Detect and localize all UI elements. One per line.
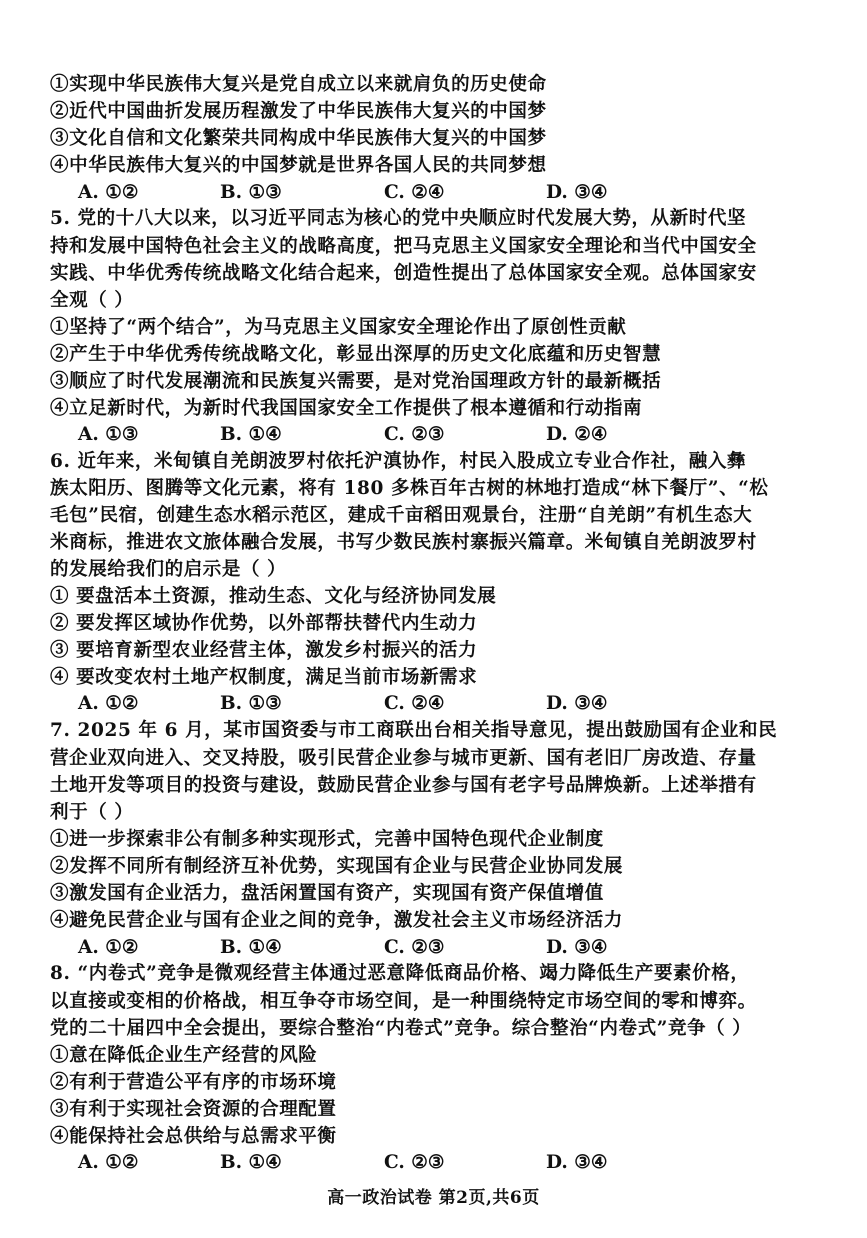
- choice-d: D. ③④: [546, 182, 608, 203]
- choice-a: A. ①③: [78, 424, 139, 445]
- q8-option-3: ③有利于实现社会资源的合理配置: [50, 1099, 337, 1120]
- q8-stem-1: 8. “内卷式”竞争是微观经营主体通过恶意降低商品价格、竭力降低生产要素价格，: [50, 963, 750, 984]
- q5-choices: [78, 424, 778, 446]
- choice-d: D. ③④: [546, 937, 608, 958]
- q6-choices: [78, 693, 778, 715]
- q8-stem-2: 以直接或变相的价格战，相互争夺市场空间，是一种围绕特定市场空间的零和博弈。: [50, 991, 757, 1012]
- choice-a: A. ①②: [78, 693, 139, 714]
- choice-d: D. ②④: [546, 424, 608, 445]
- q7-choices: [78, 937, 778, 959]
- choice-c: C. ②③: [384, 937, 445, 958]
- choice-b: B. ①④: [220, 424, 282, 445]
- q6-stem-1: 6. 近年来，米甸镇自羌朗波罗村依托沪滇协作，村民入股成立专业合作社，融入彝: [50, 451, 747, 472]
- q5-option-2: ②产生于中华优秀传统战略文化，彰显出深厚的历史文化底蕴和历史智慧: [50, 344, 662, 365]
- q6-stem-5: 的发展给我们的启示是（ ）: [50, 559, 287, 580]
- q5-option-1: ①坚持了“两个结合”，为马克思主义国家安全理论作出了原创性贡献: [50, 317, 627, 338]
- choice-a: A. ①②: [78, 1152, 139, 1173]
- q5-stem-1: 5. 党的十八大以来，以习近平同志为核心的党中央顺应时代发展大势，从新时代坚: [50, 208, 747, 229]
- q4-option-2: ②近代中国曲折发展历程激发了中华民族伟大复兴的中国梦: [50, 101, 547, 122]
- q6-stem-3: 毛包”民宿，创建生态水稻示范区，建成千亩稻田观景台，注册“自羌朗”有机生态大: [50, 505, 753, 526]
- q4-option-3: ③文化自信和文化繁荣共同构成中华民族伟大复兴的中国梦: [50, 128, 547, 149]
- q6-option-4: ④ 要改变农村土地产权制度，满足当前市场新需求: [50, 667, 478, 688]
- choice-b: B. ①③: [220, 182, 282, 203]
- q8-option-4: ④能保持社会总供给与总需求平衡: [50, 1126, 337, 1147]
- q5-stem-4: 全观（ ）: [50, 290, 134, 311]
- q4-option-1: ①实现中华民族伟大复兴是党自成立以来就肩负的历史使命: [50, 74, 547, 95]
- q7-option-2: ②发挥不同所有制经济互补优势，实现国有企业与民营企业协同发展: [50, 856, 624, 877]
- choice-d: D. ③④: [546, 1152, 608, 1173]
- q7-stem-4: 利于（ ）: [50, 802, 134, 823]
- q5-option-4: ④立足新时代，为新时代我国国家安全工作提供了根本遵循和行动指南: [50, 398, 643, 419]
- q8-choices: [78, 1152, 778, 1174]
- choice-b: B. ①③: [220, 693, 282, 714]
- q8-stem-3: 党的二十届四中全会提出，要综合整治“内卷式”竞争。综合整治“内卷式”竞争（ ）: [50, 1018, 752, 1039]
- choice-c: C. ②④: [384, 182, 445, 203]
- choice-d: D. ③④: [546, 693, 608, 714]
- q5-stem-3: 实践、中华优秀传统战略文化结合起来，创造性提出了总体国家安全观。总体国家安: [50, 263, 757, 284]
- q5-stem-2: 持和发展中国特色社会主义的战略高度，把马克思主义国家安全理论和当代中国安全: [50, 236, 757, 257]
- q8-option-1: ①意在降低企业生产经营的风险: [50, 1045, 318, 1066]
- choice-b: B. ①④: [220, 937, 282, 958]
- q6-stem-2: 族太阳历、图腾等文化元素，将有 180 多株百年古树的林地打造成“林下餐厅”、“松: [50, 478, 769, 499]
- q7-option-3: ③激发国有企业活力，盘活闲置国有资产，实现国有资产保值增值: [50, 883, 604, 904]
- q6-option-3: ③ 要培育新型农业经营主体，激发乡村振兴的活力: [50, 640, 478, 661]
- choice-a: A. ①②: [78, 182, 139, 203]
- choice-b: B. ①④: [220, 1152, 282, 1173]
- q8-option-2: ②有利于营造公平有序的市场环境: [50, 1072, 337, 1093]
- q6-option-2: ② 要发挥区域协作优势，以外部帮扶替代内生动力: [50, 613, 478, 634]
- q4-option-4: ④中华民族伟大复兴的中国梦就是世界各国人民的共同梦想: [50, 155, 547, 176]
- q6-stem-4: 米商标，推进农文旅体融合发展，书写少数民族村寨振兴篇章。米甸镇自羌朗波罗村: [50, 532, 757, 553]
- q7-stem-3: 土地开发等项目的投资与建设，鼓励民营企业参与国有老字号品牌焕新。上述举措有: [50, 775, 757, 796]
- choice-c: C. ②③: [384, 1152, 445, 1173]
- choice-c: C. ②④: [384, 693, 445, 714]
- q7-option-1: ①进一步探索非公有制多种实现形式，完善中国特色现代企业制度: [50, 829, 604, 850]
- q5-option-3: ③顺应了时代发展潮流和民族复兴需要，是对党治国理政方针的最新概括: [50, 371, 662, 392]
- q4-choices: [78, 182, 778, 204]
- q7-option-4: ④避免民营企业与国有企业之间的竞争，激发社会主义市场经济活力: [50, 910, 624, 931]
- q6-option-1: ① 要盘活本土资源，推动生态、文化与经济协同发展: [50, 586, 497, 607]
- q7-stem-1: 7. 2025 年 6 月，某市国资委与市工商联出台相关指导意见，提出鼓励国有企业和民: [50, 720, 778, 741]
- page-footer: 高一政治试卷 第2页,共6页: [327, 1188, 540, 1208]
- q7-stem-2: 营企业双向进入、交叉持股，吸引民营企业参与城市更新、国有老旧厂房改造、存量: [50, 748, 757, 769]
- choice-c: C. ②③: [384, 424, 445, 445]
- choice-a: A. ①②: [78, 937, 139, 958]
